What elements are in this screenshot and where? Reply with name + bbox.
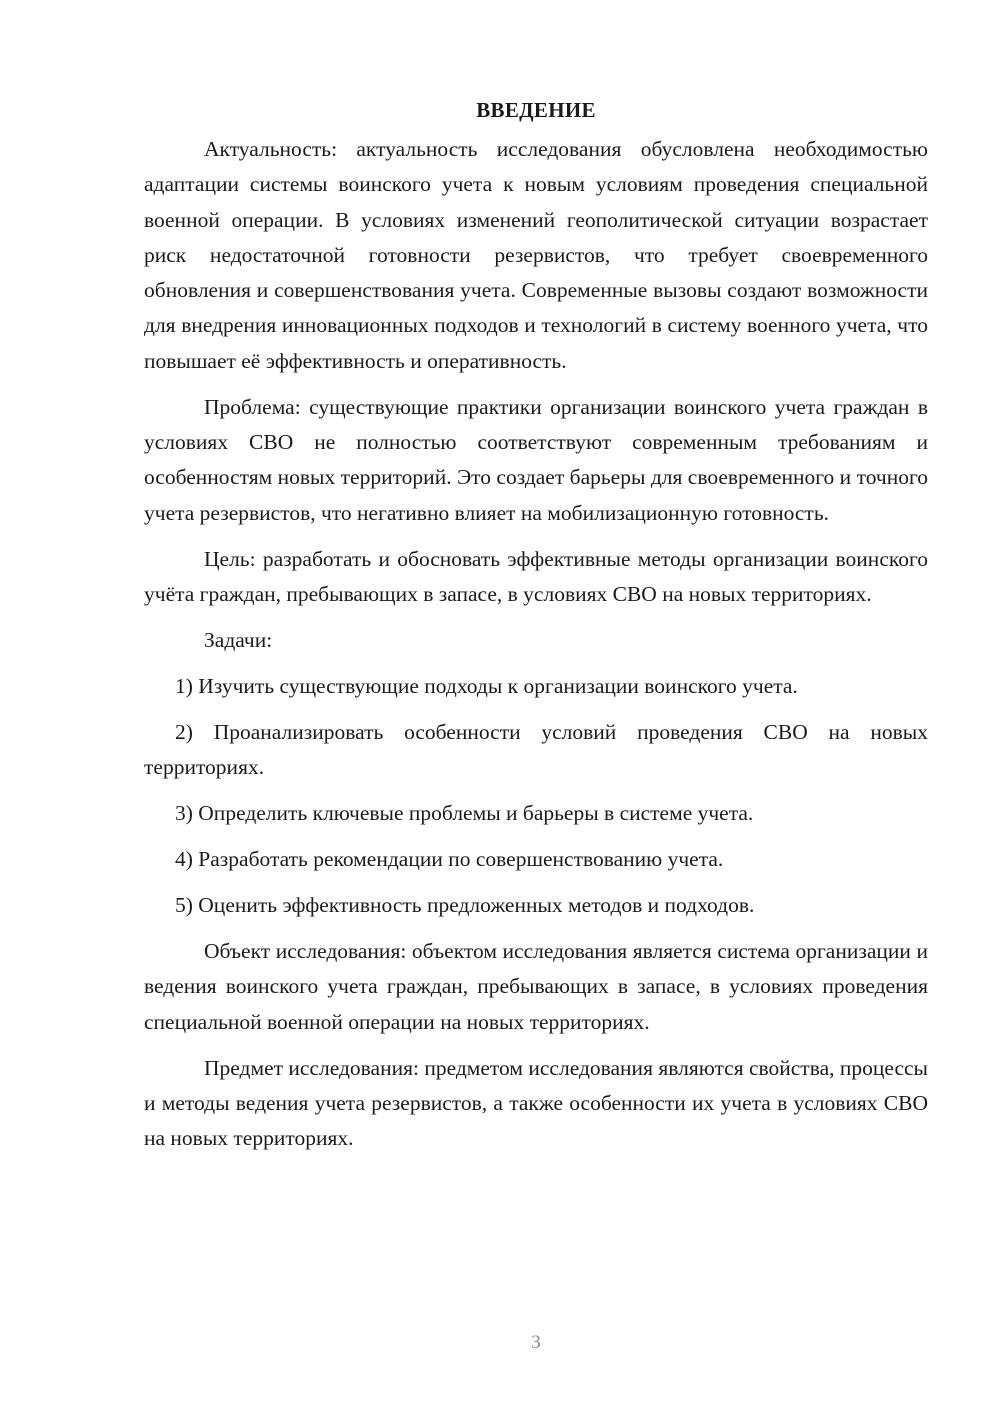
paragraph-goal: Цель: разработать и обосновать эффективные методы организации воинского учёта граждан, пребывающих в запасе, в условиях СВО на новых территориях. bbox=[144, 546, 928, 606]
document-page bbox=[144, 92, 928, 1167]
paragraph-problem: Проблема: существующие практики организации воинского учета граждан в условиях СВО не полностью соответствуют современным требованиям и особенностям новых территорий. Это создает барьеры для своевременного и точного учета резервистов, что негативно влияет на мобилизационную готовность. bbox=[144, 394, 928, 525]
page-number: 3 bbox=[531, 1332, 541, 1353]
task-item-3: 3) Определить ключевые проблемы и барьеры в системе учета. bbox=[175, 801, 754, 826]
task-item-4: 4) Разработать рекомендации по совершенствованию учета. bbox=[175, 847, 724, 872]
tasks-title: Задачи: bbox=[204, 627, 273, 652]
paragraph-subject: Предмет исследования: предметом исследования являются свойства, процессы и методы ведения учета резервистов, а также особенности их учета в условиях СВО на новых территориях. bbox=[144, 1055, 928, 1151]
paragraph-relevance: Актуальность: актуальность исследования обусловлена необходимостью адаптации системы воинского учета к новым условиям проведения специальной военной операции. В условиях изменений геополитической ситуации возрастает риск недостаточной готовности резервистов, что требует своевременного обновления и совершенствования учета. Современные вызовы создают возможности для внедрения инновационных подходов и технологий в систему военного учета, что повышает её эффективность и оперативность. bbox=[144, 137, 928, 373]
paragraph-object: Объект исследования: объектом исследования является система организации и ведения воинского учета граждан, пребывающих в запасе, в условиях проведения специальной военной операции на новых территориях. bbox=[144, 939, 928, 1034]
task-item-2: 2) Проанализировать особенности условий проведения СВО на новых территориях. bbox=[144, 719, 928, 780]
task-item-5: 5) Оценить эффективность предложенных методов и подходов. bbox=[175, 893, 755, 918]
section-heading: ВВЕДЕНИЕ bbox=[476, 98, 596, 122]
task-item-1: 1) Изучить существующие подходы к организации воинского учета. bbox=[175, 673, 798, 698]
